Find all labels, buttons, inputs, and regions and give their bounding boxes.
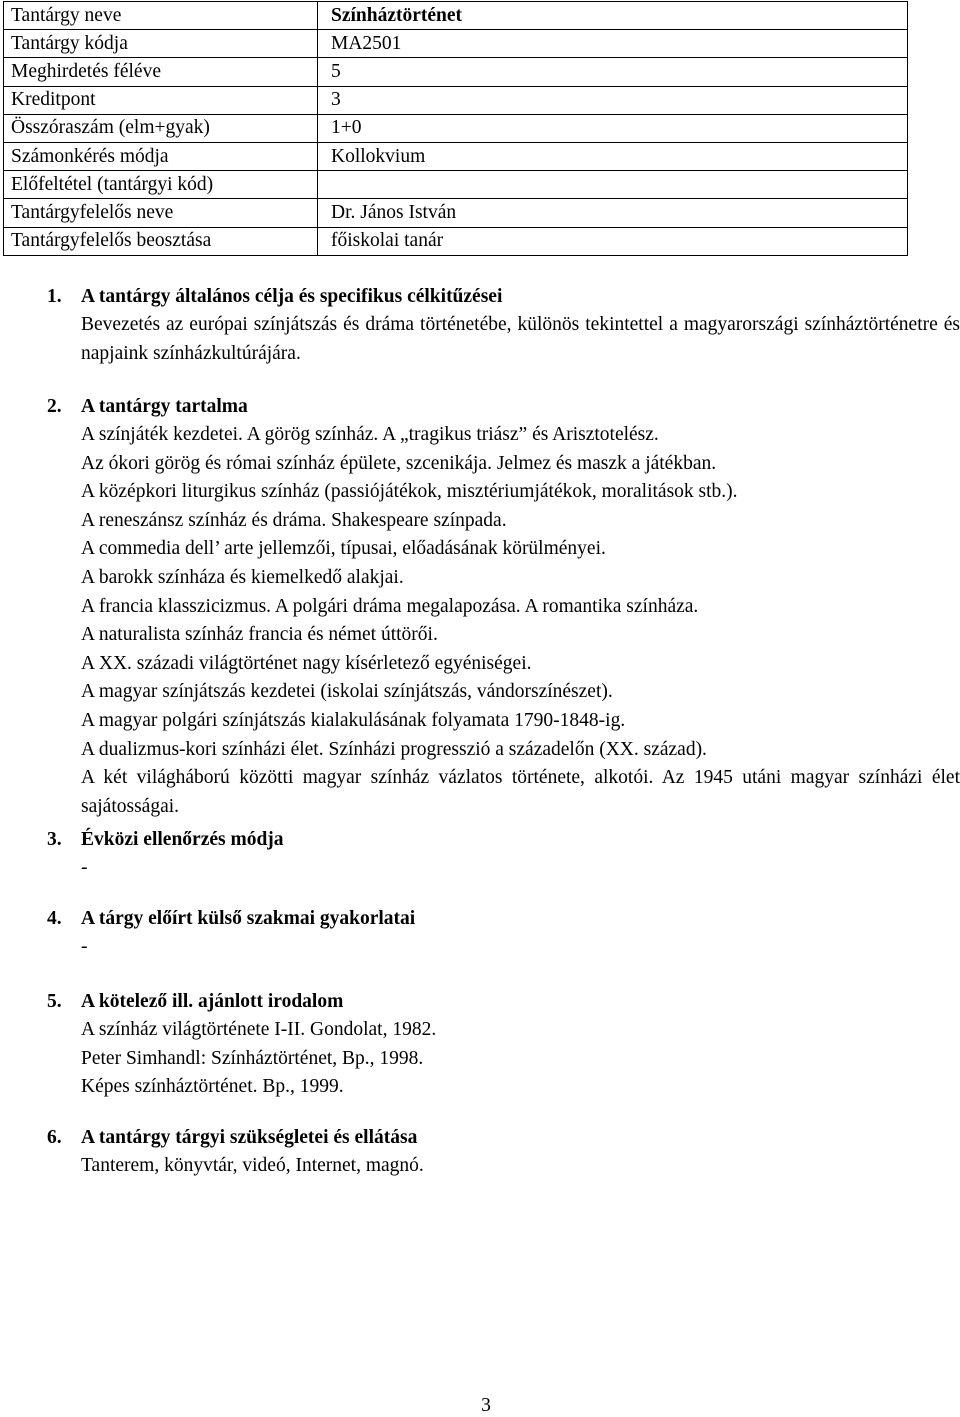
info-label: Tantárgyfelelős neve	[4, 199, 318, 227]
content-line: A magyar színjátszás kezdetei (iskolai színjátszás, vándorszínészet).	[81, 681, 613, 703]
content-line: A XX. századi világtörténet nagy kísérletező egyéniségei.	[81, 652, 532, 674]
info-label: Kreditpont	[4, 86, 318, 114]
section-heading	[47, 1124, 960, 1152]
section-number: 1.	[47, 286, 62, 307]
content-line: A középkori liturgikus színház (passiójátékok, misztériumjátékok, moralitások stb.).	[81, 481, 738, 503]
content-line: A magyar polgári színjátszás kialakulásának folyamata 1790-1848-ig.	[81, 709, 626, 731]
section-number: 3.	[47, 829, 62, 850]
course-info-table	[3, 1, 908, 256]
content-line: A francia klasszicizmus. A polgári dráma megalapozása. A romantika színháza.	[81, 595, 699, 617]
info-value: 3	[318, 86, 908, 114]
info-label: Meghirdetés féléve	[4, 58, 318, 86]
info-label: Tantárgy kódja	[4, 30, 318, 58]
info-label: Tantárgyfelelős beosztása	[4, 227, 318, 255]
section-title: A tantárgy tárgyi szükségletei és ellátása	[81, 1127, 418, 1148]
section-number: 4.	[47, 908, 62, 929]
content-line: A commedia dell’ arte jellemzői, típusai, előadásának körülményei.	[81, 538, 606, 560]
info-value: MA2501	[318, 30, 908, 58]
info-label: Számonkérés módja	[4, 142, 318, 170]
section-number: 2.	[47, 396, 62, 417]
section-assessment	[47, 826, 960, 883]
section-heading	[47, 283, 960, 311]
section-practice	[47, 905, 960, 962]
info-row	[4, 58, 908, 86]
section-literature	[47, 988, 960, 1102]
content-line: A barokk színháza és kiemelkedő alakjai.	[81, 566, 404, 588]
section-resources	[47, 1124, 960, 1181]
section-heading	[47, 905, 960, 933]
section-title: A tárgy előírt külső szakmai gyakorlatai	[81, 908, 416, 929]
info-value: Kollokvium	[318, 142, 908, 170]
section-content	[47, 393, 960, 821]
content-line: A naturalista színház francia és német úttörői.	[81, 624, 438, 646]
info-value: Dr. János István	[318, 199, 908, 227]
content-line: A reneszánsz színház és dráma. Shakespeare színpada.	[81, 509, 507, 531]
info-value: Színháztörténet	[318, 2, 908, 30]
section-text: -	[81, 936, 88, 957]
info-row	[4, 171, 908, 199]
section-title: Évközi ellenőrzés módja	[81, 829, 284, 850]
info-row	[4, 86, 908, 114]
info-row	[4, 114, 908, 142]
page-number: 3	[481, 1395, 491, 1416]
info-label: Tantárgy neve	[4, 2, 318, 30]
section-heading	[47, 826, 960, 854]
content-line: A dualizmus-kori színházi élet. Színházi progresszió a századelőn (XX. század).	[81, 738, 707, 760]
content-line: A színjáték kezdetei. A görög színház. A „tragikus triász” és Arisztotelész.	[81, 424, 659, 445]
section-text: Tanterem, könyvtár, videó, Internet, magnó.	[81, 1155, 424, 1176]
info-value: 5	[318, 58, 908, 86]
content-line: A két világháború közötti magyar színház vázlatos története, alkotói. Az 1945 utáni magyar színházi élet sajátosságai.	[81, 767, 960, 817]
literature-item: A színház világtörténete I-II. Gondolat, 1982.	[81, 1019, 437, 1040]
literature-item: Képes színháztörténet. Bp., 1999.	[81, 1076, 344, 1098]
info-value: 1+0	[318, 114, 908, 142]
section-title: A tantárgy általános célja és specifikus célkitűzései	[81, 286, 503, 307]
section-goals	[47, 283, 960, 368]
section-text: Bevezetés az európai színjátszás és dráma történetébe, különös tekintettel a magyarországi színháztörténetre és napjaink színházkultúrájára.	[81, 314, 960, 364]
section-heading	[47, 988, 960, 1016]
info-label: Összóraszám (elm+gyak)	[4, 114, 318, 142]
info-row	[4, 30, 908, 58]
info-row	[4, 199, 908, 227]
info-value: főiskolai tanár	[318, 227, 908, 255]
info-value	[318, 171, 908, 199]
section-text: -	[81, 857, 88, 878]
info-row	[4, 227, 908, 255]
section-number: 6.	[47, 1127, 62, 1148]
info-row	[4, 2, 908, 30]
section-title: A tantárgy tartalma	[81, 396, 248, 417]
section-number: 5.	[47, 991, 62, 1012]
section-heading	[47, 393, 960, 421]
content-line: Az ókori görög és római színház épülete, szcenikája. Jelmez és maszk a játékban.	[81, 452, 717, 474]
info-row	[4, 142, 908, 170]
literature-item: Peter Simhandl: Színháztörténet, Bp., 1998.	[81, 1047, 424, 1069]
info-label: Előfeltétel (tantárgyi kód)	[4, 171, 318, 199]
section-title: A kötelező ill. ajánlott irodalom	[81, 991, 344, 1012]
